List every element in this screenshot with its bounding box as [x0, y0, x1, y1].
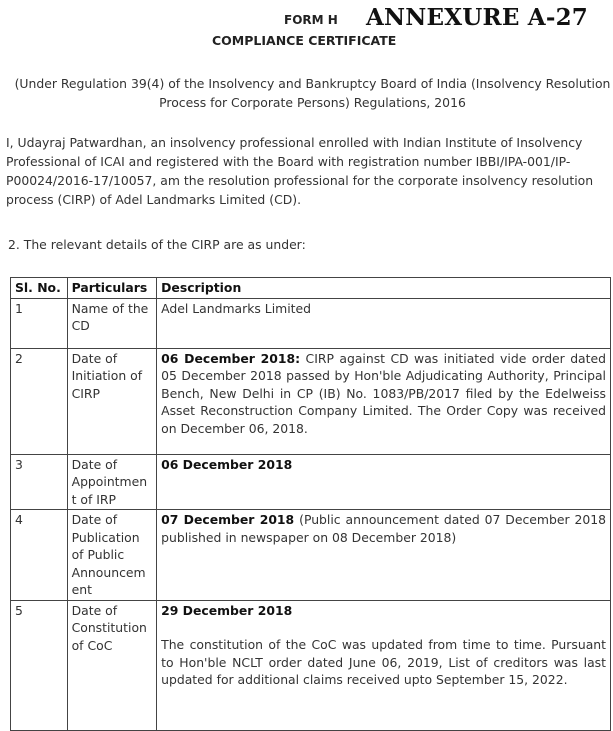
intro-paragraph: I, Udayraj Patwardhan, an insolvency professional enrolled with Indian Institute of Insolvency Professional of ICAI and registered with the Board with registration number IBBI/IPA-001/IP- P00024/2016-17/10057, am the resolution professional for the corporate insolvency resolution process (CIRP) of Adel Landmarks Limited (CD).: [6, 135, 594, 207]
header-description: Description: [157, 278, 611, 299]
table-row: [11, 298, 611, 348]
table-row: [11, 454, 611, 510]
form-label: FORM H: [284, 13, 338, 27]
regulation-note: (Under Regulation 39(4) of the Insolvency and Bankruptcy Board of India (Insolvency Resolution Process for Corporate Persons) Regulations, 2016: [14, 76, 611, 110]
particular-cell: Date of Constitution of CoC: [67, 600, 157, 730]
particular-cell: Name of the CD: [67, 298, 157, 348]
description-text: (Public announcement dated 07 December 2018 published in newspaper on 08 December 2018): [161, 512, 606, 545]
description-date: 06 December 2018:: [161, 350, 301, 366]
description-cell: [157, 298, 611, 348]
description-date: 06 December 2018: [161, 456, 293, 472]
description-cell: [157, 454, 611, 510]
sl-no-cell: 2: [11, 348, 68, 454]
particular-cell: Date of Publication of Public Announcem ent: [67, 510, 157, 601]
sl-no-cell: 3: [11, 454, 68, 510]
table-row: [11, 348, 611, 454]
description-text: CIRP against CD was initiated vide order dated 05 December 2018 passed by Hon'ble Adjudicating Authority, Principal Bench, New Delhi in CP (IB) No. 1083/PB/2017 filed by the Edelweiss Asset Reconstruction Company Limited. The Order Copy was received on December 06, 2018.: [161, 350, 606, 436]
certificate-title: COMPLIANCE CERTIFICATE: [212, 33, 397, 48]
table-row: [11, 510, 611, 601]
description-text: The constitution of the CoC was updated from time to time. Pursuant to Hon'ble NCLT order dated June 06, 2019, List of creditors was last updated for additional claims received upto September 15, 2022.: [161, 637, 606, 687]
sl-no-cell: 1: [11, 298, 68, 348]
description-date: 29 December 2018: [161, 602, 293, 618]
details-heading: 2. The relevant details of the CIRP are as under:: [8, 237, 306, 252]
sl-no-cell: 5: [11, 600, 68, 730]
header-sl-no: Sl. No.: [11, 278, 68, 299]
description-text: Adel Landmarks Limited: [161, 300, 311, 316]
description-cell: [157, 348, 611, 454]
description-cell: [157, 600, 611, 730]
sl-no-cell: 4: [11, 510, 68, 601]
particular-cell: Date of Appointmen t of IRP: [67, 454, 157, 510]
annexure-label: ANNEXURE A-27: [366, 4, 588, 31]
header-particulars: Particulars: [67, 278, 157, 299]
table-header-row: [11, 278, 611, 299]
cirp-details-table: [10, 277, 611, 731]
description-cell: [157, 510, 611, 601]
particular-cell: Date of Initiation of CIRP: [67, 348, 157, 454]
table-row: [11, 600, 611, 730]
description-date: 07 December 2018: [161, 512, 295, 527]
